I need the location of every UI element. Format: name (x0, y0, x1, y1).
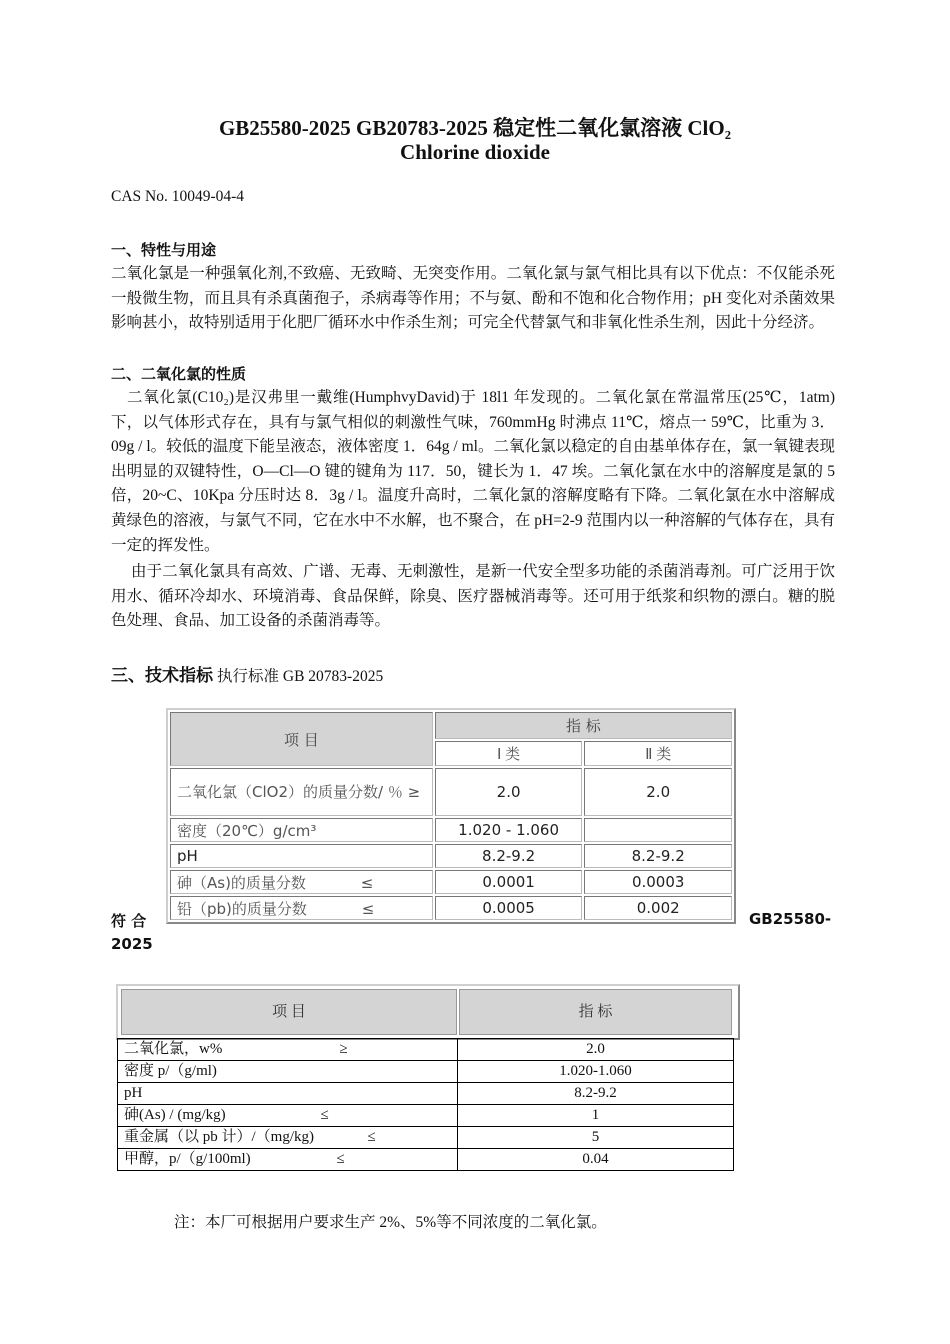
section3-heading-line (111, 661, 383, 686)
t2-header-index: 指 标 (459, 989, 732, 1035)
t2-row-clo2-label: 二氧化氯，w% (124, 1041, 223, 1057)
t2-row-as-value: 1 (458, 1105, 734, 1127)
t1-header-class1: Ⅰ 类 (435, 741, 583, 766)
t2-row-methanol-sym: ≤ (336, 1151, 345, 1167)
t2-row-methanol-label: 甲醇，p/（g/100ml) (124, 1151, 251, 1167)
t2-row-heavy-metal-value: 5 (458, 1127, 734, 1149)
section3-standard: 执行标准 GB 20783-2025 (217, 668, 384, 685)
section2-para1: 二氧化氯(C10₂)是汉弗里一戴维(HumphvyDavid)于 18l1 年发现的。二氧化氯在常温常压(25℃，1atm)下，以气体形式存在，具有与氯气相似的刺激性气味，760mmHg 时沸点 11℃，熔点一 59℃，比重为 3．09g / l。较低的温度下能呈液态，液体密度 1．64g / ml。二氧化氯以稳定的自由基单体存在，氯一氧键表现出明显的双键特性，O—Cl—O 键的键角为 117．50，键长为 1．47 埃。二氧化氯在水中的溶解度是氯的 5 倍，20~C、10Kpa 分压时达 8．3g / l。温度升高时，二氧化氯的溶解度略有下降。二氧化氯在水中溶解成黄绿色的溶液，与氯气不同，它在水中不水解，也不聚合，在 pH=2-9 范围内以一种溶解的气体存在，具有一定的挥发性。 (111, 389, 835, 554)
t1-row-density-c2 (584, 818, 732, 842)
t2-row-heavy-metal (118, 1127, 458, 1149)
cas-number: CAS No. 10049-04-4 (111, 188, 245, 205)
conform-next: 2025 (111, 935, 153, 953)
conform-left: 符 合 (111, 912, 147, 930)
section3-heading: 三、技术指标 (111, 666, 213, 685)
t1-row-as (170, 870, 433, 894)
t2-row-clo2-sym: ≥ (339, 1041, 348, 1057)
t1-row-as-c2: 0.0003 (584, 870, 732, 894)
t1-header-item: 项 目 (170, 712, 433, 766)
t2-row-as (118, 1105, 458, 1127)
t2-header (116, 984, 740, 1040)
t1-row-clo2-c1: 2.0 (435, 768, 583, 816)
t1-row-pb (170, 896, 433, 920)
t1-row-clo2-c2: 2.0 (584, 768, 732, 816)
t1-header-class2: Ⅱ 类 (584, 741, 732, 766)
t2-row-ph-label: pH (124, 1085, 143, 1101)
t2-row-clo2 (118, 1039, 458, 1061)
t2-row-heavy-metal-sym: ≤ (367, 1129, 376, 1145)
conform-right: GB25580- (749, 910, 832, 928)
t1-row-pb-c1: 0.0005 (435, 896, 583, 920)
t1-row-as-sym: ≤ (360, 873, 374, 892)
section2-heading: 二、二氧化氯的性质 (111, 366, 247, 383)
t1-row-pb-c2: 0.002 (584, 896, 732, 920)
t1-row-ph-c2: 8.2-9.2 (584, 844, 732, 868)
t1-row-density-c1: 1.020 - 1.060 (435, 818, 583, 842)
t2-row-density-label: 密度 p/（g/ml) (124, 1063, 217, 1079)
t1-row-pb-label: 铅（pb)的质量分数 (177, 899, 307, 918)
spec-table-gb20783 (166, 708, 736, 924)
document-title: GB25580-2025 GB20783-2025 稳定性二氧化氯溶液 ClO₂ (218, 116, 732, 140)
section1-heading: 一、特性与用途 (111, 242, 217, 259)
t2-row-heavy-metal-label: 重金属（以 pb 计）/（mg/kg) (124, 1129, 314, 1145)
footnote: 注：本厂可根据用户要求生产 2%、5%等不同浓度的二氧化氯。 (174, 1214, 607, 1231)
t2-header-item: 项 目 (121, 989, 457, 1035)
t2-row-methanol (118, 1149, 458, 1171)
t1-row-as-label: 砷（As)的质量分数 (177, 873, 306, 892)
t1-row-ph-label: pH (170, 844, 433, 868)
section1-body: 二氧化氯是一种强氧化剂,不致癌、无致畸、无突变作用。二氧化氯与氯气相比具有以下优点：不仅能杀死一般微生物，而且具有杀真菌孢子，杀病毒等作用；不与氨、酚和不饱和化合物作用；pH 变化对杀菌效果影响甚小，故特别适用于化肥厂循环水中作杀生剂；可完全代替氯气和非氧化性杀生剂，因此十分经济。 (111, 265, 835, 332)
t2-row-ph (118, 1083, 458, 1105)
t1-header-index: 指 标 (435, 712, 732, 739)
spec-table-gb25580 (117, 1038, 734, 1171)
t1-row-density-label: 密度（20℃）g/cm³ (170, 818, 433, 842)
t1-row-clo2-label: 二氧化氯（ClO2）的质量分数/ ％ ≥ (170, 768, 433, 816)
t2-row-as-label: 砷(As) / (mg/kg) (124, 1107, 226, 1123)
t1-row-pb-sym: ≤ (361, 899, 375, 918)
document-subtitle: Chlorine dioxide (400, 140, 550, 164)
t1-row-ph-c1: 8.2-9.2 (435, 844, 583, 868)
t2-row-as-sym: ≤ (320, 1107, 329, 1123)
t2-row-density (118, 1061, 458, 1083)
t2-row-ph-value: 8.2-9.2 (458, 1083, 734, 1105)
t2-row-methanol-value: 0.04 (458, 1149, 734, 1171)
t2-row-density-value: 1.020-1.060 (458, 1061, 734, 1083)
t1-row-as-c1: 0.0001 (435, 870, 583, 894)
t2-row-clo2-value: 2.0 (458, 1039, 734, 1061)
section2-para2: 由于二氧化氯具有高效、广谱、无毒、无刺激性，是新一代安全型多功能的杀菌消毒剂。可广泛用于饮用水、循环冷却水、环境消毒、食品保鲜，除臭、医疗器械消毒等。还可用于纸浆和织物的漂白。糖的脱色处理、食品、加工设备的杀菌消毒等。 (111, 563, 835, 630)
